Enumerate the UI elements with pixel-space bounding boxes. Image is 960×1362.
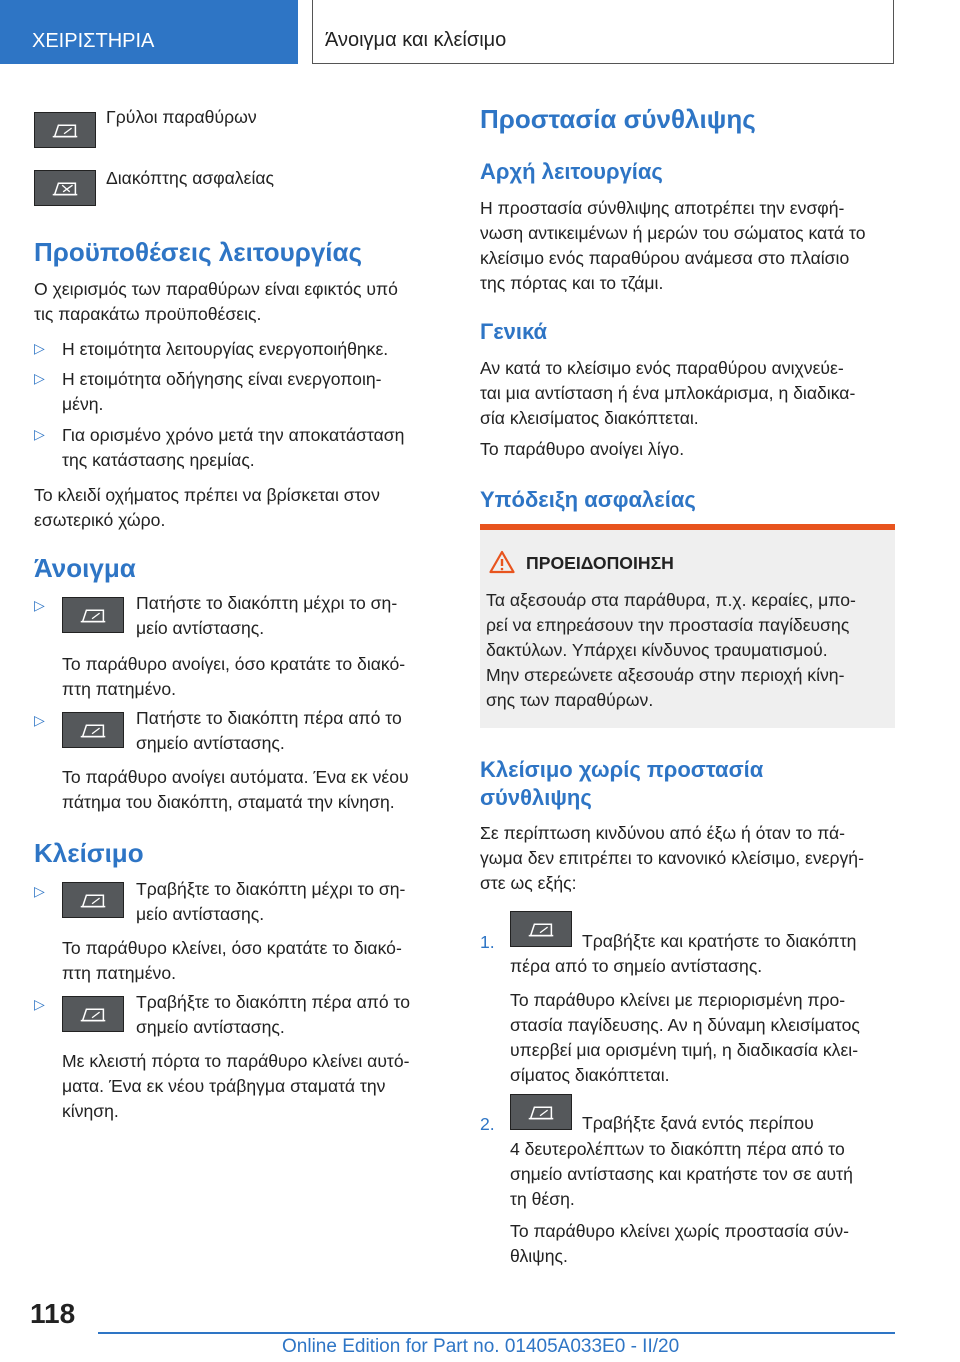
heading-close-no-protection-2: σύνθλιψης	[480, 785, 592, 810]
icon-label-window-lifts: Γρύλοι παραθύρων	[106, 107, 257, 127]
footer-edition: Online Edition for Part no. 01405A033E0 - II/20	[282, 1336, 680, 1357]
result-text: Το παράθυρο ανοίγει, όσο κρατάτε το διακό-	[62, 654, 406, 674]
text: εσωτερικό χώρο.	[34, 510, 166, 530]
bullet-triangle-icon: ▷	[34, 340, 45, 356]
bullet-triangle-icon: ▷	[34, 996, 45, 1012]
bullet-triangle-icon: ▷	[34, 597, 45, 613]
window-lift-switch-icon	[62, 882, 124, 918]
window-lift-switch-icon	[510, 1094, 572, 1130]
bullet-text: Η ετοιμότητα οδήγησης είναι ενεργοποιη-	[62, 369, 382, 389]
result-text: θλιψης.	[510, 1246, 568, 1266]
chapter-title: Άνοιγμα και κλείσιμο	[325, 29, 507, 51]
heading-safety-note: Υπόδειξη ασφαλείας	[480, 487, 696, 512]
safety-switch-icon	[34, 170, 96, 206]
heading-closing: Κλείσιμο	[34, 838, 144, 868]
step-text: Πατήστε το διακόπτη πέρα από το	[136, 708, 402, 728]
result-text: Το παράθυρο κλείνει χωρίς προστασία σύν-	[510, 1221, 850, 1241]
text: Ο χειρισμός των παραθύρων είναι εφικτός υπό	[34, 279, 398, 299]
window-lift-switch-icon	[510, 911, 572, 947]
result-text: στασία παγίδευσης. Αν η δύναμη κλεισίματος	[510, 1015, 860, 1035]
result-text: πτη πατημένο.	[62, 963, 177, 983]
footer-rule	[98, 1332, 895, 1334]
step-text: Τραβήξτε το διακόπτη πέρα από το	[136, 992, 411, 1012]
bullet-triangle-icon: ▷	[34, 370, 45, 386]
heading-principle: Αρχή λειτουργίας	[480, 159, 663, 184]
section-title: ΧΕΙΡΙΣΤΗΡΙΑ	[32, 30, 155, 52]
text: νωση αντικειμένων ή μερών του σώματος κατά το	[480, 223, 866, 243]
window-lift-switch-icon	[62, 712, 124, 748]
result-text: σίματος διακόπτεται.	[510, 1065, 670, 1085]
text: Η προστασία σύνθλιψης αποτρέπει την ενσφή-	[480, 198, 845, 218]
result-text: Το παράθυρο κλείνει με περιορισμένη προ-	[510, 990, 846, 1010]
step-text: 4 δευτερολέπτων το διακόπτη πέρα από το	[510, 1139, 845, 1159]
step-number: 1.	[480, 932, 495, 952]
result-text: υπερβεί μια ορισμένη τιμή, η διαδικασία κλει-	[510, 1040, 859, 1060]
bullet-triangle-icon: ▷	[34, 426, 45, 442]
warning-text: δακτύλων. Υπάρχει κίνδυνος τραυματισμού.	[486, 640, 828, 660]
page-number: 118	[30, 1298, 76, 1329]
result-text: πάτημα του διακόπτη, σταματά την κίνηση.	[62, 792, 395, 812]
step-text: μείο αντίστασης.	[136, 618, 265, 638]
heading-opening: Άνοιγμα	[34, 553, 136, 583]
text: στε ως εξής:	[480, 873, 577, 893]
bullet-triangle-icon: ▷	[34, 883, 45, 899]
text: ται μια αντίσταση ή ένα μπλοκάρισμα, η διαδικα-	[480, 383, 856, 403]
result-text: κίνηση.	[62, 1101, 119, 1121]
window-lift-switch-icon	[62, 597, 124, 633]
warning-label: ΠΡΟΕΙΔΟΠΟΙΗΣΗ	[526, 553, 674, 573]
bullet-text: Η ετοιμότητα λειτουργίας ενεργοποιήθηκε.	[62, 339, 389, 359]
warning-text: σης των παραθύρων.	[486, 690, 654, 710]
step-text: σημείο αντίστασης.	[136, 1017, 285, 1037]
heading-close-no-protection: Κλείσιμο χωρίς προστασία	[480, 757, 764, 782]
bullet-text: μένη.	[62, 394, 104, 414]
step-text: Πατήστε το διακόπτη μέχρι το ση-	[136, 593, 398, 613]
step-number: 2.	[480, 1114, 495, 1134]
text: της πόρτας και το τζάμι.	[480, 273, 664, 293]
result-text: ματα. Ένα εκ νέου τράβηγμα σταματά την	[62, 1076, 386, 1096]
step-text: Τραβήξτε ξανά εντός περίπου	[582, 1113, 814, 1133]
heading-general: Γενικά	[480, 319, 548, 344]
result-text: πτη πατημένο.	[62, 679, 177, 699]
text: γωμα δεν επιτρέπει το κανονικό κλείσιμο, ενεργή-	[480, 848, 864, 868]
section-tab	[0, 0, 298, 64]
step-text: πέρα από το σημείο αντίστασης.	[510, 956, 763, 976]
warning-text: Τα αξεσουάρ στα παράθυρα, π.χ. κεραίες, μπο-	[486, 590, 856, 610]
text: Αν κατά το κλείσιμο ενός παραθύρου ανιχνεύε-	[480, 358, 844, 378]
bullet-text: Για ορισμένο χρόνο μετά την αποκατάσταση	[62, 425, 405, 445]
window-lift-switch-icon	[34, 112, 96, 148]
text: σία κλεισίματος διακόπτεται.	[480, 408, 699, 428]
icon-label-safety-switch: Διακόπτης ασφαλείας	[106, 168, 274, 188]
step-text: τη θέση.	[510, 1189, 575, 1209]
text: Το κλειδί οχήματος πρέπει να βρίσκεται στον	[34, 485, 380, 505]
step-text: σημείο αντίστασης και κρατήστε τον σε αυτή	[510, 1164, 853, 1184]
heading-pinch-protection: Προστασία σύνθλιψης	[480, 104, 756, 134]
text: κλείσιμο ενός παραθύρου ανάμεσα στο πλαίσιο	[480, 248, 850, 268]
heading-prerequisites: Προϋποθέσεις λειτουργίας	[34, 237, 363, 267]
warning-text: ρεί να επηρεάσουν την προστασία παγίδευσης	[486, 615, 850, 635]
text: Το παράθυρο ανοίγει λίγο.	[480, 439, 685, 459]
chapter-header	[312, 0, 894, 64]
result-text: Το παράθυρο κλείνει, όσο κρατάτε το διακό-	[62, 938, 402, 958]
result-text: Το παράθυρο ανοίγει αυτόματα. Ένα εκ νέου	[62, 767, 409, 787]
bullet-triangle-icon: ▷	[34, 712, 45, 728]
result-text: Με κλειστή πόρτα το παράθυρο κλείνει αυτό-	[62, 1051, 410, 1071]
step-text: μείο αντίστασης.	[136, 904, 265, 924]
step-text: σημείο αντίστασης.	[136, 733, 285, 753]
step-text: Τραβήξτε το διακόπτη μέχρι το ση-	[136, 879, 406, 899]
text: τις παρακάτω προϋποθέσεις.	[34, 304, 262, 324]
window-lift-switch-icon	[62, 996, 124, 1032]
text: Σε περίπτωση κινδύνου από έξω ή όταν το πά-	[480, 823, 846, 843]
bullet-text: της κατάστασης ηρεμίας.	[62, 450, 255, 470]
warning-text: Μην στερεώνετε αξεσουάρ στην περιοχή κίνη-	[486, 665, 845, 685]
step-text: Τραβήξτε και κρατήστε το διακόπτη	[582, 931, 857, 951]
warning-triangle-icon	[489, 550, 515, 574]
